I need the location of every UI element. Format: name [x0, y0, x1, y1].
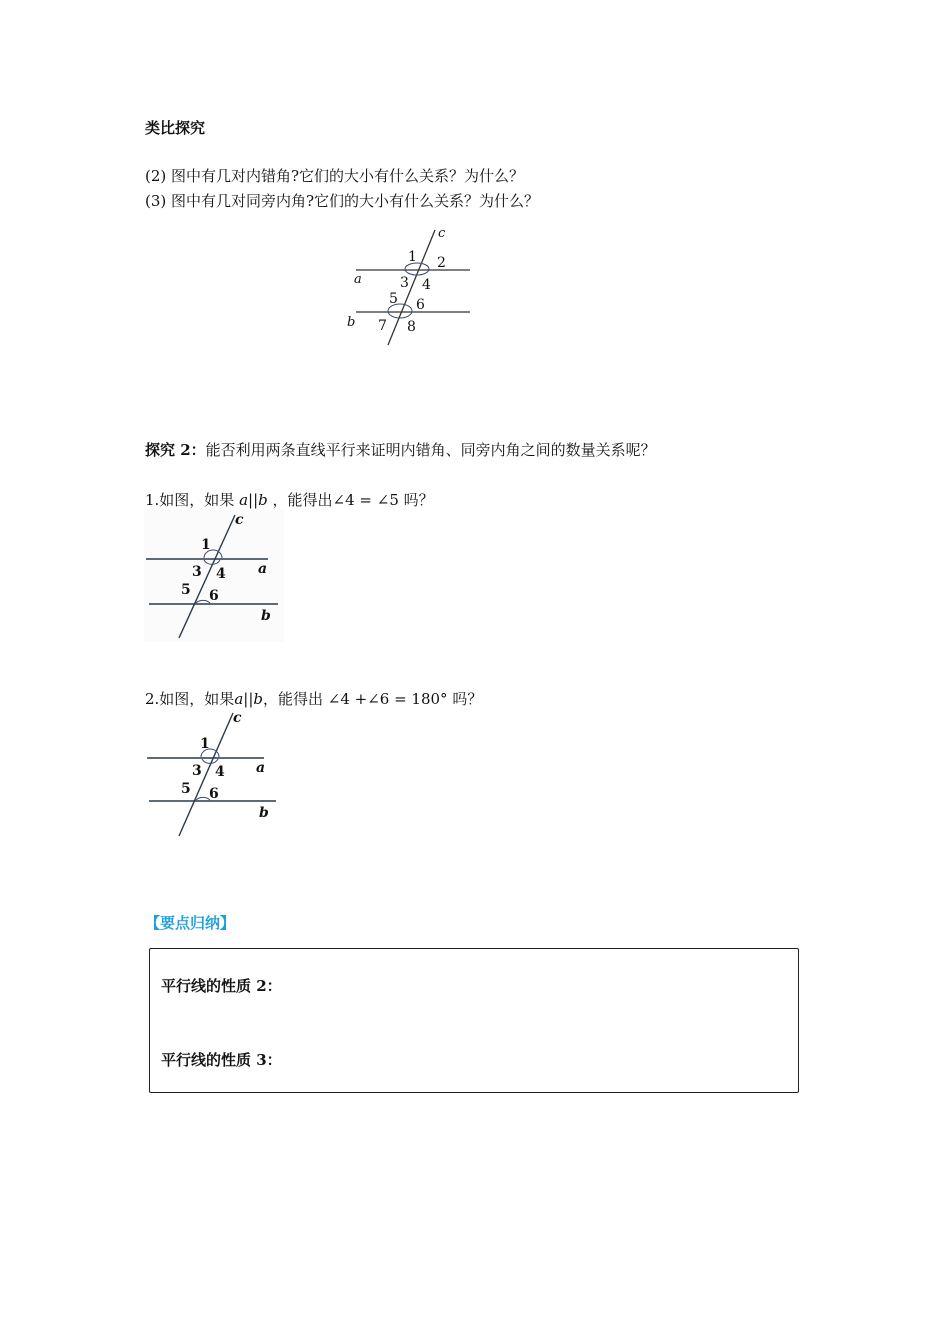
figure-1-parallel-lines: [340, 225, 480, 350]
explore-2-label: 探究 2：: [145, 441, 206, 459]
question-2: (2) 图中有几对内错角?它们的大小有什么关系？为什么？: [145, 167, 525, 185]
item-1-question: ，能得出∠4 = ∠5 吗？: [267, 491, 434, 509]
label-angle-5: 5: [181, 582, 191, 598]
figure-3-parallel-lines: [144, 708, 284, 840]
item-2-question: ，能得出 ∠4 +∠6 = 180° 吗？: [262, 690, 483, 708]
label-angle-6: 6: [416, 297, 425, 313]
section-title: 类比探究: [145, 119, 206, 137]
label-c: c: [235, 512, 244, 528]
label-c: c: [438, 226, 446, 241]
label-b: b: [261, 608, 271, 624]
label-angle-1: 1: [200, 736, 210, 752]
label-angle-2: 2: [437, 255, 446, 271]
label-angle-4: 4: [215, 764, 225, 780]
label-a: a: [256, 760, 266, 776]
key-points-title: 【要点归纳】: [145, 914, 236, 932]
item-1-prefix: 1.如图，如果: [145, 491, 240, 509]
label-angle-6: 6: [209, 588, 219, 604]
explore-2: [145, 440, 656, 460]
label-angle-5: 5: [389, 291, 398, 307]
property-3-label: 平行线的性质 3：: [161, 1051, 282, 1069]
item-2: [145, 689, 482, 709]
label-angle-1: 1: [408, 249, 417, 265]
item-2-b: b: [253, 690, 263, 708]
label-angle-4: 4: [422, 277, 431, 293]
property-2-label: 平行线的性质 2：: [161, 977, 282, 995]
item-1: [145, 490, 434, 510]
question-3: (3) 图中有几对同旁内角?它们的大小有什么关系？为什么？: [145, 192, 540, 210]
item-1-b: b: [258, 491, 268, 509]
label-angle-5: 5: [181, 781, 191, 797]
label-a: a: [354, 272, 362, 287]
label-angle-3: 3: [400, 275, 409, 291]
label-angle-3: 3: [192, 564, 202, 580]
item-1-parallel: ||: [248, 491, 259, 509]
label-a: a: [258, 561, 268, 577]
label-c: c: [233, 710, 242, 726]
label-b: b: [259, 805, 269, 821]
item-2-prefix: 2.如图，如果: [145, 690, 235, 708]
item-2-a: a: [234, 690, 244, 708]
label-b: b: [347, 315, 356, 330]
label-angle-3: 3: [192, 763, 202, 779]
item-1-a: a: [239, 491, 249, 509]
label-angle-8: 8: [407, 319, 416, 335]
label-angle-7: 7: [378, 318, 387, 334]
angle-arc-3-4: [202, 759, 218, 763]
figure-2-parallel-lines: [144, 510, 284, 642]
label-angle-1: 1: [201, 537, 211, 553]
line-c: [179, 713, 233, 836]
angle-arc-5-6: [196, 797, 210, 800]
label-angle-4: 4: [216, 566, 226, 582]
summary-box: [149, 948, 799, 1093]
item-2-parallel: ||: [243, 690, 254, 708]
label-angle-6: 6: [209, 786, 219, 802]
explore-2-text: 能否利用两条直线平行来证明内错角、同旁内角之间的数量关系呢？: [205, 441, 656, 459]
